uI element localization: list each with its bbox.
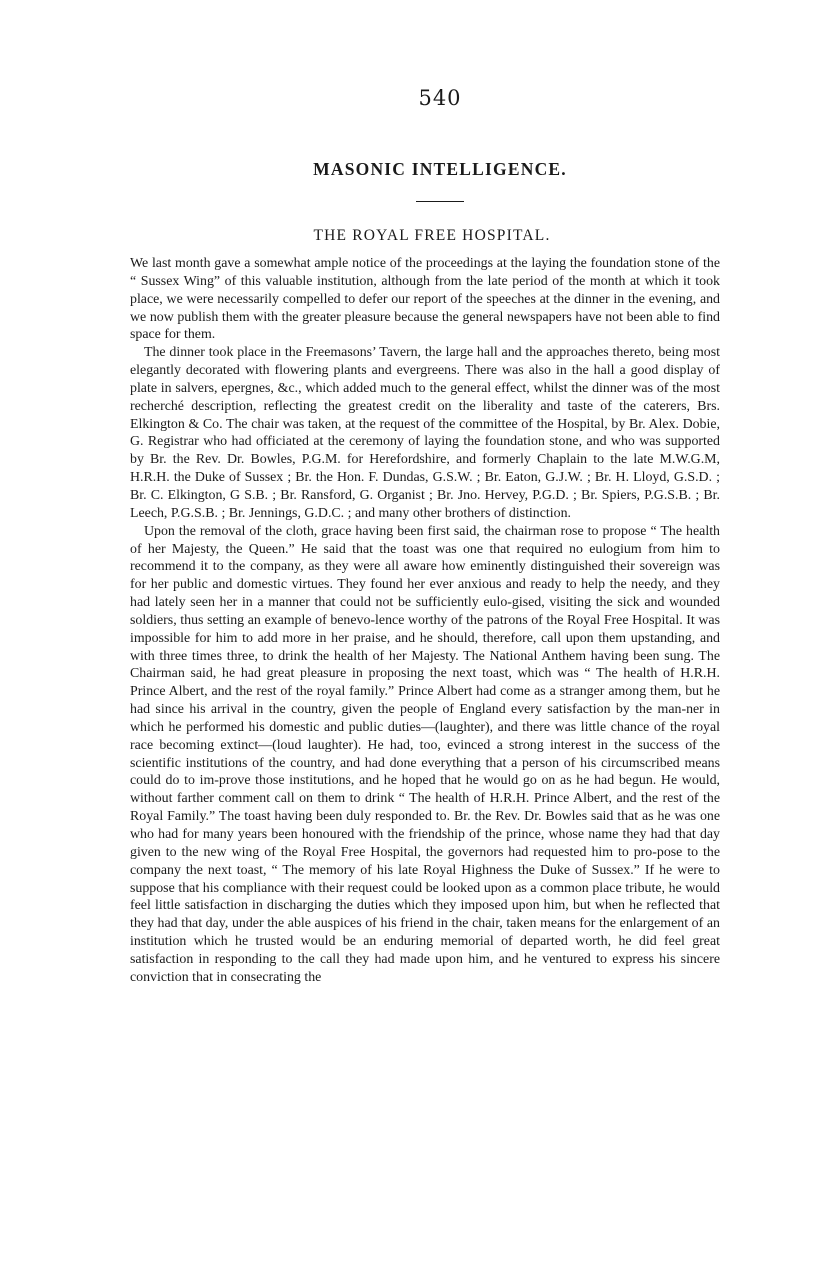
page-number: 540 (418, 86, 462, 110)
paragraph-toasts: Upon the removal of the cloth, grace having been first said, the chairman rose to propose “ The health of her Majesty, the Queen.” He said that the toast was one that required no eulogium from him to recommend it to the company, as they were all aware how eminently distinguished their sovereign was for her public and domestic virtues. They found her ever anxious and ready to help the needy, and they had lately seen her in a manner that could not be sufficiently eulo-gised, visiting the sick and wounded soldiers, thus setting an example of benevo-lence worthy of the patrons of the Royal Free Hospital. It was impossible for him to add more in her praise, and he should, therefore, call upon them upstanding, and with three times three, to drink the health of her Majesty. The National Anthem having been sung. The Chairman said, he had great pleasure in proposing the next toast, which was “ The health of H.R.H. Prince Albert, and the rest of the royal family.” Prince Albert had come as a stranger among them, but he had since his arrival in the country, given the people of England every satisfaction by the man-ner in which he performed his domestic and public duties—(laughter), and there was little chance of the royal race becoming extinct—(loud laughter). He had, too, evinced a strong interest in the success of the scientific institutions of the country, and had done everything that a person of his circumscribed means could do to im-prove those institutions, and he hoped that he would go on as he had begun. He would, without farther comment call on them to drink “ The health of H.R.H. Prince Albert, and the rest of the Royal Family.” The toast having been duly responded to. Br. the Rev. Dr. Bowles said that as he was one who had for many years been honoured with the friendship of the prince, whose name they had that day given to the new wing of the Royal Free Hospital, the governors had requested him to pro-pose to the company the next toast, “ The memory of his late Royal Highness the Duke of Sussex.” If he were to suppose that his compliance with their request could be looked upon as a common place tribute, he would feel little satisfaction in discharging the duties which they imposed upon him, but when he reflected that they had that day, under the able auspices of his friend in the chair, taken means for the enlargement of an institution which he trusted would be an enduring memorial of departed worth, he did feel great satisfaction in responding to the call they had made upon him, and he ventured to express his sincere conviction that in consecrating the (130, 523, 720, 985)
section-title: MASONIC INTELLIGENCE. (313, 159, 567, 179)
title-divider (416, 201, 464, 202)
paragraph-dinner: The dinner took place in the Freemasons’ Tavern, the large hall and the approaches thereto, being most elegantly decorated with flowering plants and evergreens. There was also in the hall a good display of plate in salvers, epergnes, &c., which added much to the general effect, whilst the dinner was of the most recherché description, reflecting the greatest credit on the liberality and taste of the caterers, Brs. Elkington & Co. The chair was taken, at the request of the committee of the Hospital, by Br. Alex. Dobie, G. Registrar who had officiated at the ceremony of laying the foundation stone, and who was supported by Br. the Rev. Dr. Bowles, P.G.M. for Herefordshire, and formerly Chaplain to the late M.W.G.M, H.R.H. the Duke of Sussex ; Br. the Hon. F. Dundas, G.S.W. ; Br. Eaton, G.J.W. ; Br. H. Lloyd, G.S.D. ; Br. C. Elkington, G S.B. ; Br. Ransford, G. Organist ; Br. Jno. Hervey, P.G.D. ; Br. Spiers, P.G.S.B. ; Br. Leech, P.G.S.B. ; Br. Jennings, G.D.C. ; and many other brothers of distinction. (130, 345, 720, 521)
article-title: THE ROYAL FREE HOSPITAL. (313, 226, 551, 244)
document-page (130, 88, 720, 987)
article-body (130, 255, 720, 987)
paragraph-intro: We last month gave a somewhat ample notice of the proceedings at the laying the foundation stone of the “ Sussex Wing” of this valuable institution, although from the late period of the month at which it took place, we were necessarily compelled to defer our report of the speeches at the dinner in the evening, and we now publish them with the greater pleasure because the general newspapers have not been able to find space for them. (130, 256, 720, 343)
